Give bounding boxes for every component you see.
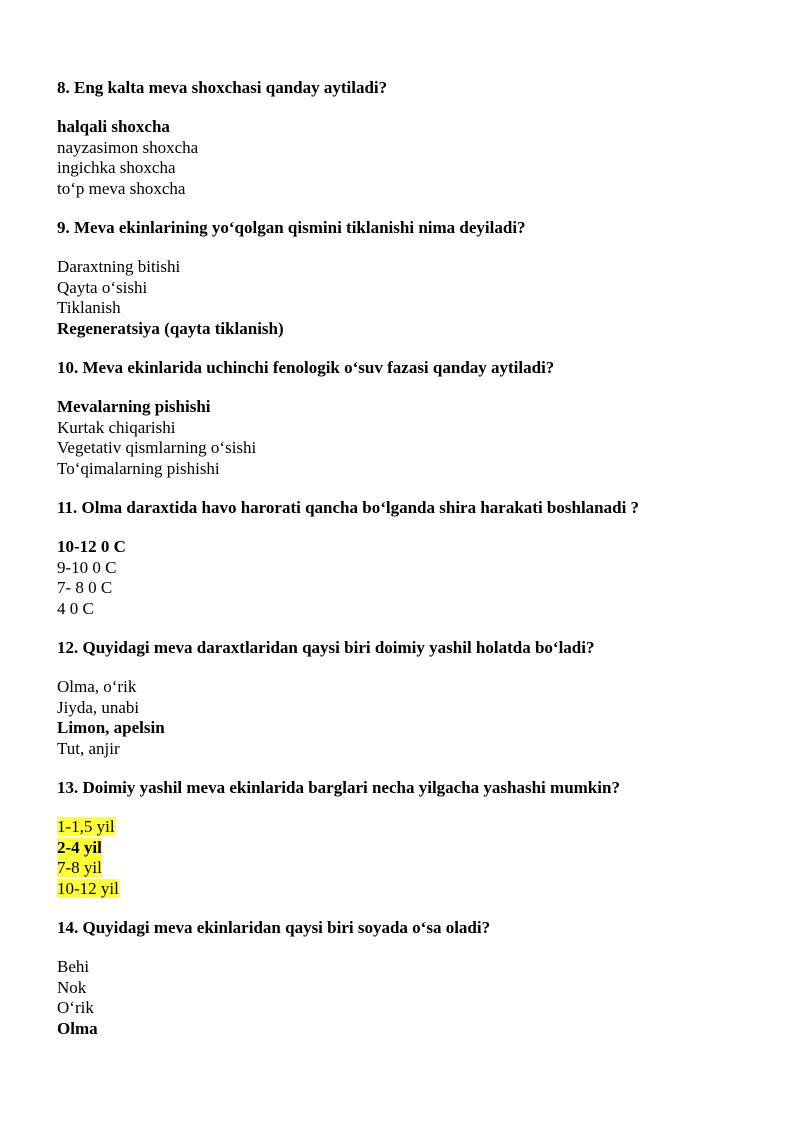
answer-option: 4 0 C [57, 598, 94, 618]
answer-option: 7- 8 0 C [57, 578, 113, 597]
answer-options [57, 537, 757, 619]
answer-option: 10-12 yil [57, 878, 119, 898]
answer-options [57, 397, 757, 479]
question-text: 13. Doimiy yashil meva ekinlarida barglari necha yilgacha yashashi mumkin? [57, 778, 620, 797]
answer-options [57, 257, 757, 339]
answer-option: To‘qimalarning pishishi [57, 458, 220, 478]
answer-option: 2-4 yil [57, 837, 102, 857]
answer-option: Olma, o‘rik [57, 677, 137, 696]
question-text: 11. Olma daraxtida havo harorati qancha bo‘lganda shira harakati boshlanadi ? [57, 498, 640, 517]
question-block [57, 216, 757, 339]
answer-option: 9-10 0 C [57, 557, 117, 577]
question-block [57, 916, 757, 1039]
answer-option: to‘p meva shoxcha [57, 178, 186, 198]
answer-option: Vegetativ qismlarning o‘sishi [57, 438, 257, 457]
answer-options [57, 957, 757, 1039]
question-block [57, 76, 757, 199]
answer-option: Qayta o‘sishi [57, 277, 148, 297]
answer-option: 7-8 yil [57, 858, 102, 877]
answer-option: Olma [57, 1018, 98, 1038]
document-page [57, 76, 757, 1056]
question-block [57, 636, 757, 759]
answer-option: 10-12 0 C [57, 537, 126, 556]
answer-option: Daraxtning bitishi [57, 257, 181, 276]
answer-option: Regeneratsiya (qayta tiklanish) [57, 318, 284, 338]
answer-option: Tut, anjir [57, 738, 120, 758]
question-block [57, 496, 757, 619]
question-text: 10. Meva ekinlarida uchinchi fenologik o‘suv fazasi qanday aytiladi? [57, 358, 555, 377]
answer-option: Tiklanish [57, 298, 121, 317]
answer-options [57, 817, 757, 899]
answer-options [57, 677, 757, 759]
answer-option: Limon, apelsin [57, 718, 165, 737]
answer-options [57, 117, 757, 199]
answer-option: nayzasimon shoxcha [57, 137, 199, 157]
answer-option: Mevalarning pishishi [57, 397, 211, 416]
answer-option: Nok [57, 977, 87, 997]
question-block [57, 356, 757, 479]
question-text: 12. Quyidagi meva daraxtlaridan qaysi biri doimiy yashil holatda bo‘ladi? [57, 638, 595, 657]
question-block [57, 776, 757, 899]
question-text: 9. Meva ekinlarining yo‘qolgan qismini tiklanishi nima deyiladi? [57, 218, 526, 237]
answer-option: Behi [57, 957, 90, 976]
answer-option: ingichka shoxcha [57, 158, 176, 177]
answer-option: Kurtak chiqarishi [57, 417, 176, 437]
answer-option: halqali shoxcha [57, 117, 170, 136]
answer-option: Jiyda, unabi [57, 697, 140, 717]
question-text: 14. Quyidagi meva ekinlaridan qaysi biri soyada o‘sa oladi? [57, 918, 491, 937]
answer-option: O‘rik [57, 998, 94, 1017]
answer-option: 1-1,5 yil [57, 817, 115, 836]
question-text: 8. Eng kalta meva shoxchasi qanday aytiladi? [57, 78, 388, 97]
